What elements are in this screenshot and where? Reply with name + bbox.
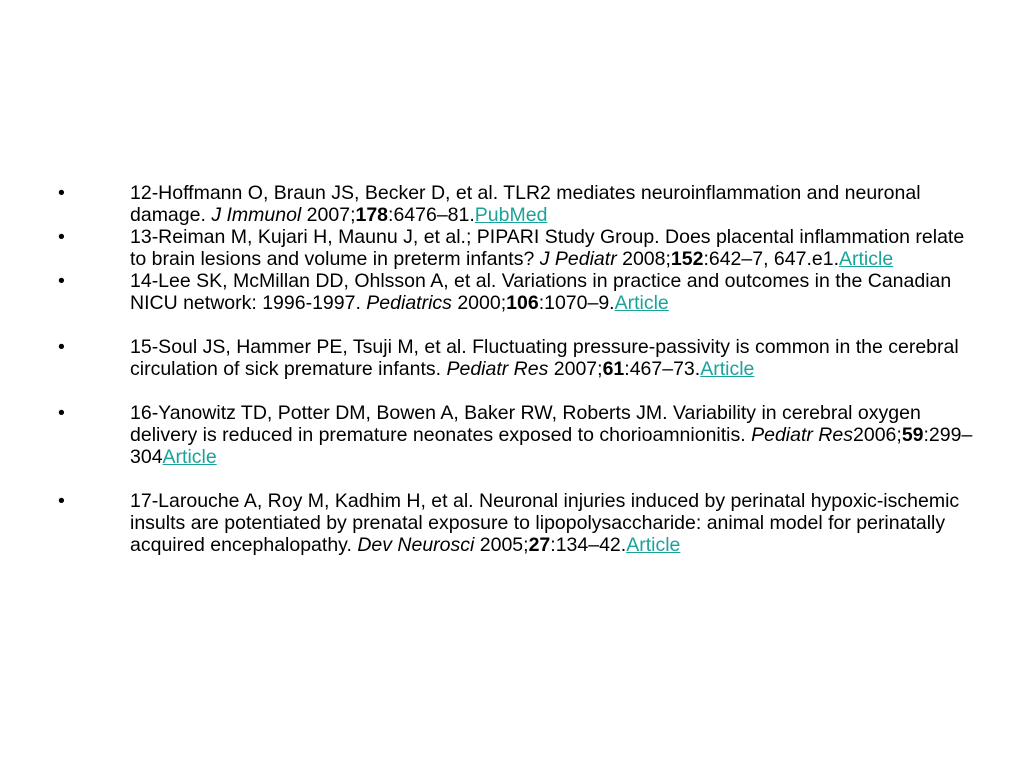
reference-year: 2007; [301, 204, 356, 226]
article-link[interactable]: Article [626, 534, 681, 556]
reference-item-16 [58, 402, 978, 468]
reference-item-17 [58, 490, 978, 556]
article-link[interactable]: Article [162, 446, 217, 468]
reference-text: 14-Lee SK, McMillan DD, Ohlsson A, et al. Variations in practice and outcomes in the Canadian NICU network: 1996-1997. [130, 270, 952, 314]
reference-text: 16-Yanowitz TD, Potter DM, Bowen A, Baker RW, Roberts JM. Variability in cerebral oxygen delivery is reduced in premature neonates exposed to chorioamnionitis. [130, 402, 921, 446]
journal-name: Pediatr Res [751, 424, 853, 446]
reference-pages: :299–304 [130, 424, 973, 468]
article-link[interactable]: Article [839, 248, 894, 270]
reference-year: 2006; [853, 424, 902, 446]
reference-item-14 [58, 270, 978, 314]
bullet: • [58, 182, 65, 204]
reference-pages: :467–73. [624, 358, 701, 380]
journal-name: J Immunol [211, 204, 302, 226]
reference-item-12 [58, 182, 978, 226]
reference-volume: 106 [506, 292, 539, 314]
reference-year: 2008; [616, 248, 671, 270]
reference-volume: 61 [602, 358, 625, 380]
reference-year: 2007; [548, 358, 603, 380]
reference-volume: 178 [355, 204, 389, 226]
reference-pages: :1070–9. [538, 292, 615, 314]
reference-volume: 152 [670, 248, 704, 270]
reference-pages: :642–7, 647.e1. [703, 248, 839, 270]
journal-name: Pediatr Res [446, 358, 549, 380]
article-link[interactable]: Article [614, 292, 669, 314]
reference-pages: :134–42. [550, 534, 627, 556]
reference-item-15 [58, 336, 978, 380]
reference-text: 17-Larouche A, Roy M, Kadhim H, et al. Neuronal injuries induced by perinatal hypoxic-ischemic insults are potentiated by prenatal exposure to lipopolysaccharide: animal model for perinatally acquired encephalopathy. [130, 490, 960, 556]
reference-volume: 27 [528, 534, 551, 556]
reference-pages: :6476–81. [388, 204, 475, 226]
journal-name: Pediatrics [366, 292, 452, 314]
bullet: • [58, 270, 65, 292]
reference-year: 2000; [451, 292, 507, 314]
reference-item-13 [58, 226, 978, 270]
bullet: • [58, 490, 65, 512]
reference-volume: 59 [901, 424, 924, 446]
reference-year: 2005; [474, 534, 529, 556]
journal-name: Dev Neurosci [357, 534, 475, 556]
bullet: • [58, 226, 65, 248]
bullet: • [58, 336, 65, 358]
pubmed-link[interactable]: PubMed [474, 204, 548, 226]
reference-text: 15-Soul JS, Hammer PE, Tsuji M, et al. Fluctuating pressure-passivity is common in the cerebral circulation of sick premature infants. [130, 336, 959, 380]
reference-text: 13-Reiman M, Kujari H, Maunu J, et al.; PIPARI Study Group. Does placental inflammation relate to brain lesions and volume in preterm infants? [130, 226, 965, 270]
journal-name: J Pediatr [539, 248, 617, 270]
bullet: • [58, 402, 65, 424]
reference-text: 12-Hoffmann O, Braun JS, Becker D, et al. TLR2 mediates neuroinflammation and neuronal damage. [130, 182, 921, 226]
reference-list [58, 182, 978, 556]
article-link[interactable]: Article [700, 358, 755, 380]
